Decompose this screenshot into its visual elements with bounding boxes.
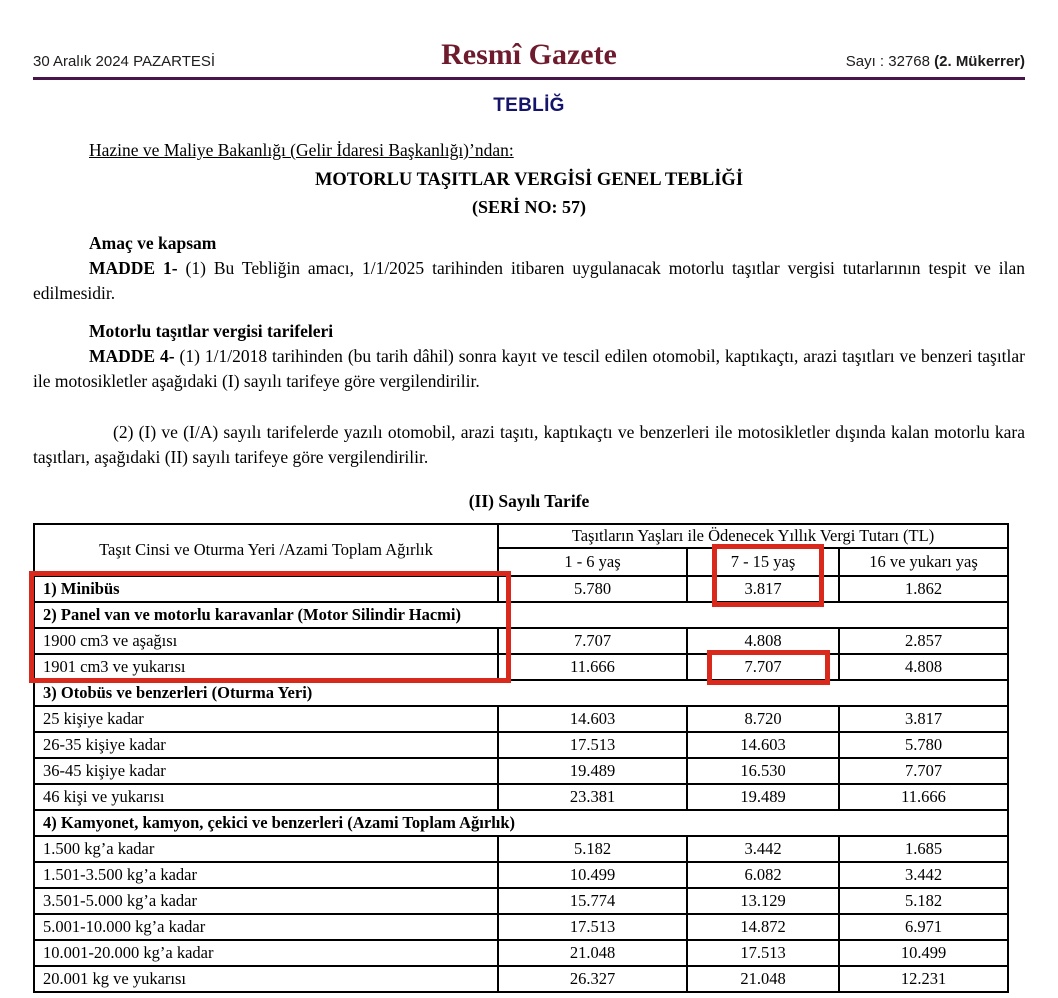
tax-value-cell: 5.182 xyxy=(839,888,1008,914)
table-row xyxy=(34,602,1008,628)
table-row xyxy=(34,654,1008,680)
clause2-paragraph: (2) (I) ve (I/A) sayılı tarifelerde yazılı otomobil, arazi taşıtı, kaptıkaçtı ve benzerleri ile motosikletler dışında kalan motorlu kara taşıtları, aşağıdaki (II) sayılı tarifeye göre vergilendirilir. xyxy=(33,422,1025,467)
row-label: 20.001 kg ve yukarısı xyxy=(34,966,498,992)
tax-value-cell: 15.774 xyxy=(498,888,687,914)
tax-value-cell: 17.513 xyxy=(687,940,839,966)
tax-value-cell: 14.603 xyxy=(687,732,839,758)
gazette-issue xyxy=(617,53,1025,70)
row-label: 3) Otobüs ve benzerleri (Oturma Yeri) xyxy=(34,680,1008,706)
tax-value-cell: 21.048 xyxy=(498,940,687,966)
tax-value-cell: 12.231 xyxy=(839,966,1008,992)
tax-value-cell: 6.971 xyxy=(839,914,1008,940)
table-row xyxy=(34,758,1008,784)
gazette-title: Resmî Gazete xyxy=(441,38,617,71)
row-label: 1) Minibüs xyxy=(34,576,498,602)
tariff-table xyxy=(33,523,1009,993)
table-row xyxy=(34,914,1008,940)
tax-value-cell: 3.817 xyxy=(839,706,1008,732)
tax-value-cell: 19.489 xyxy=(687,784,839,810)
tax-value-cell: 6.082 xyxy=(687,862,839,888)
gazette-page xyxy=(0,40,1058,993)
row-label: 3.501-5.000 kg’a kadar xyxy=(34,888,498,914)
tariff-table-body xyxy=(34,576,1008,992)
table-row xyxy=(34,836,1008,862)
row-label: 36-45 kişiye kadar xyxy=(34,758,498,784)
gazette-date: 30 Aralık 2024 PAZARTESİ xyxy=(33,53,216,70)
madde4-lead: MADDE 4- xyxy=(89,346,175,366)
column-header-age-1-6: 1 - 6 yaş xyxy=(498,548,687,576)
table-row xyxy=(34,680,1008,706)
issuing-authority-line: Hazine ve Maliye Bakanlığı (Gelir İdaresi Başkanlığı)’ndan: xyxy=(89,140,514,160)
tax-value-cell: 17.513 xyxy=(498,914,687,940)
table-row xyxy=(34,576,1008,602)
tax-value-cell: 3.817 xyxy=(687,576,839,602)
tax-value-cell: 2.857 xyxy=(839,628,1008,654)
tax-value-cell: 16.530 xyxy=(687,758,839,784)
masthead xyxy=(33,40,1025,70)
tax-value-cell: 10.499 xyxy=(839,940,1008,966)
row-label: 1900 cm3 ve aşağısı xyxy=(34,628,498,654)
tax-value-cell: 13.129 xyxy=(687,888,839,914)
table-row xyxy=(34,862,1008,888)
column-header-age-7-15: 7 - 15 yaş xyxy=(687,548,839,576)
table-row xyxy=(34,888,1008,914)
issue-number: Sayı : 32768 xyxy=(845,53,935,70)
table-row xyxy=(34,966,1008,992)
tax-value-cell: 4.808 xyxy=(839,654,1008,680)
tax-value-cell: 19.489 xyxy=(498,758,687,784)
table-row xyxy=(34,706,1008,732)
tax-value-cell: 1.685 xyxy=(839,836,1008,862)
table-title: (II) Sayılı Tarife xyxy=(468,491,590,511)
document-subtitle: (SERİ NO: 57) xyxy=(471,197,586,217)
row-label: 1.501-3.500 kg’a kadar xyxy=(34,862,498,888)
column-header-age-16plus: 16 ve yukarı yaş xyxy=(839,548,1008,576)
tax-value-cell: 14.603 xyxy=(498,706,687,732)
tax-value-cell: 14.872 xyxy=(687,914,839,940)
tax-value-cell: 8.720 xyxy=(687,706,839,732)
document-title: MOTORLU TAŞITLAR VERGİSİ GENEL TEBLİĞİ xyxy=(314,170,744,190)
table-row xyxy=(34,784,1008,810)
table-row xyxy=(34,732,1008,758)
table-row xyxy=(34,810,1008,836)
madde1-lead: MADDE 1- xyxy=(89,258,178,278)
tax-value-cell: 5.182 xyxy=(498,836,687,862)
row-label: 5.001-10.000 kg’a kadar xyxy=(34,914,498,940)
madde4-paragraph: MADDE 4- (1) 1/1/2018 tarihinden (bu tarih dâhil) sonra kayıt ve tescil edilen otomobil, kaptıkaçtı, arazi taşıtları ve benzeri taşıtlar ile motosikletler aşağıdaki (I) sayılı tarifeye göre vergilendirilir. xyxy=(33,346,1026,391)
table-row xyxy=(34,628,1008,654)
row-label: 4) Kamyonet, kamyon, çekici ve benzerleri (Azami Toplam Ağırlık) xyxy=(34,810,1008,836)
purpose-heading: Amaç ve kapsam xyxy=(89,233,217,253)
tariff-heading: Motorlu taşıtlar vergisi tarifeleri xyxy=(89,321,334,341)
tax-value-cell: 1.862 xyxy=(839,576,1008,602)
row-label: 2) Panel van ve motorlu karavanlar (Motor Silindir Hacmi) xyxy=(34,602,1008,628)
tax-value-cell: 7.707 xyxy=(687,654,839,680)
row-label: 25 kişiye kadar xyxy=(34,706,498,732)
column-header-tax-group: Taşıtların Yaşları ile Ödenecek Yıllık Vergi Tutarı (TL) xyxy=(498,524,1008,548)
row-label: 10.001-20.000 kg’a kadar xyxy=(34,940,498,966)
tax-value-cell: 7.707 xyxy=(839,758,1008,784)
table-row xyxy=(34,940,1008,966)
column-header-vehicle-type: Taşıt Cinsi ve Oturma Yeri /Azami Toplam Ağırlık xyxy=(34,524,498,576)
tax-value-cell: 7.707 xyxy=(498,628,687,654)
tax-value-cell: 3.442 xyxy=(687,836,839,862)
tax-value-cell: 26.327 xyxy=(498,966,687,992)
tax-value-cell: 4.808 xyxy=(687,628,839,654)
tax-value-cell: 11.666 xyxy=(839,784,1008,810)
tax-value-cell: 17.513 xyxy=(498,732,687,758)
madde1-paragraph: MADDE 1- (1) Bu Tebliğin amacı, 1/1/2025 tarihinden itibaren uygulanacak motorlu taşıtlar vergisi tutarlarının tespit ve ilan edilmesidir. xyxy=(33,258,1025,303)
issue-suffix: (2. Mükerrer) xyxy=(934,53,1026,70)
tax-value-cell: 21.048 xyxy=(687,966,839,992)
tax-value-cell: 23.381 xyxy=(498,784,687,810)
tax-value-cell: 5.780 xyxy=(498,576,687,602)
tax-value-cell: 11.666 xyxy=(498,654,687,680)
tax-value-cell: 3.442 xyxy=(839,862,1008,888)
section-heading: TEBLİĞ xyxy=(493,95,565,116)
tariff-table-wrap xyxy=(33,523,1025,993)
header-rule xyxy=(33,77,1025,80)
row-label: 26-35 kişiye kadar xyxy=(34,732,498,758)
tax-value-cell: 5.780 xyxy=(839,732,1008,758)
tax-value-cell: 10.499 xyxy=(498,862,687,888)
row-label: 1.500 kg’a kadar xyxy=(34,836,498,862)
row-label: 46 kişi ve yukarısı xyxy=(34,784,498,810)
row-label: 1901 cm3 ve yukarısı xyxy=(34,654,498,680)
